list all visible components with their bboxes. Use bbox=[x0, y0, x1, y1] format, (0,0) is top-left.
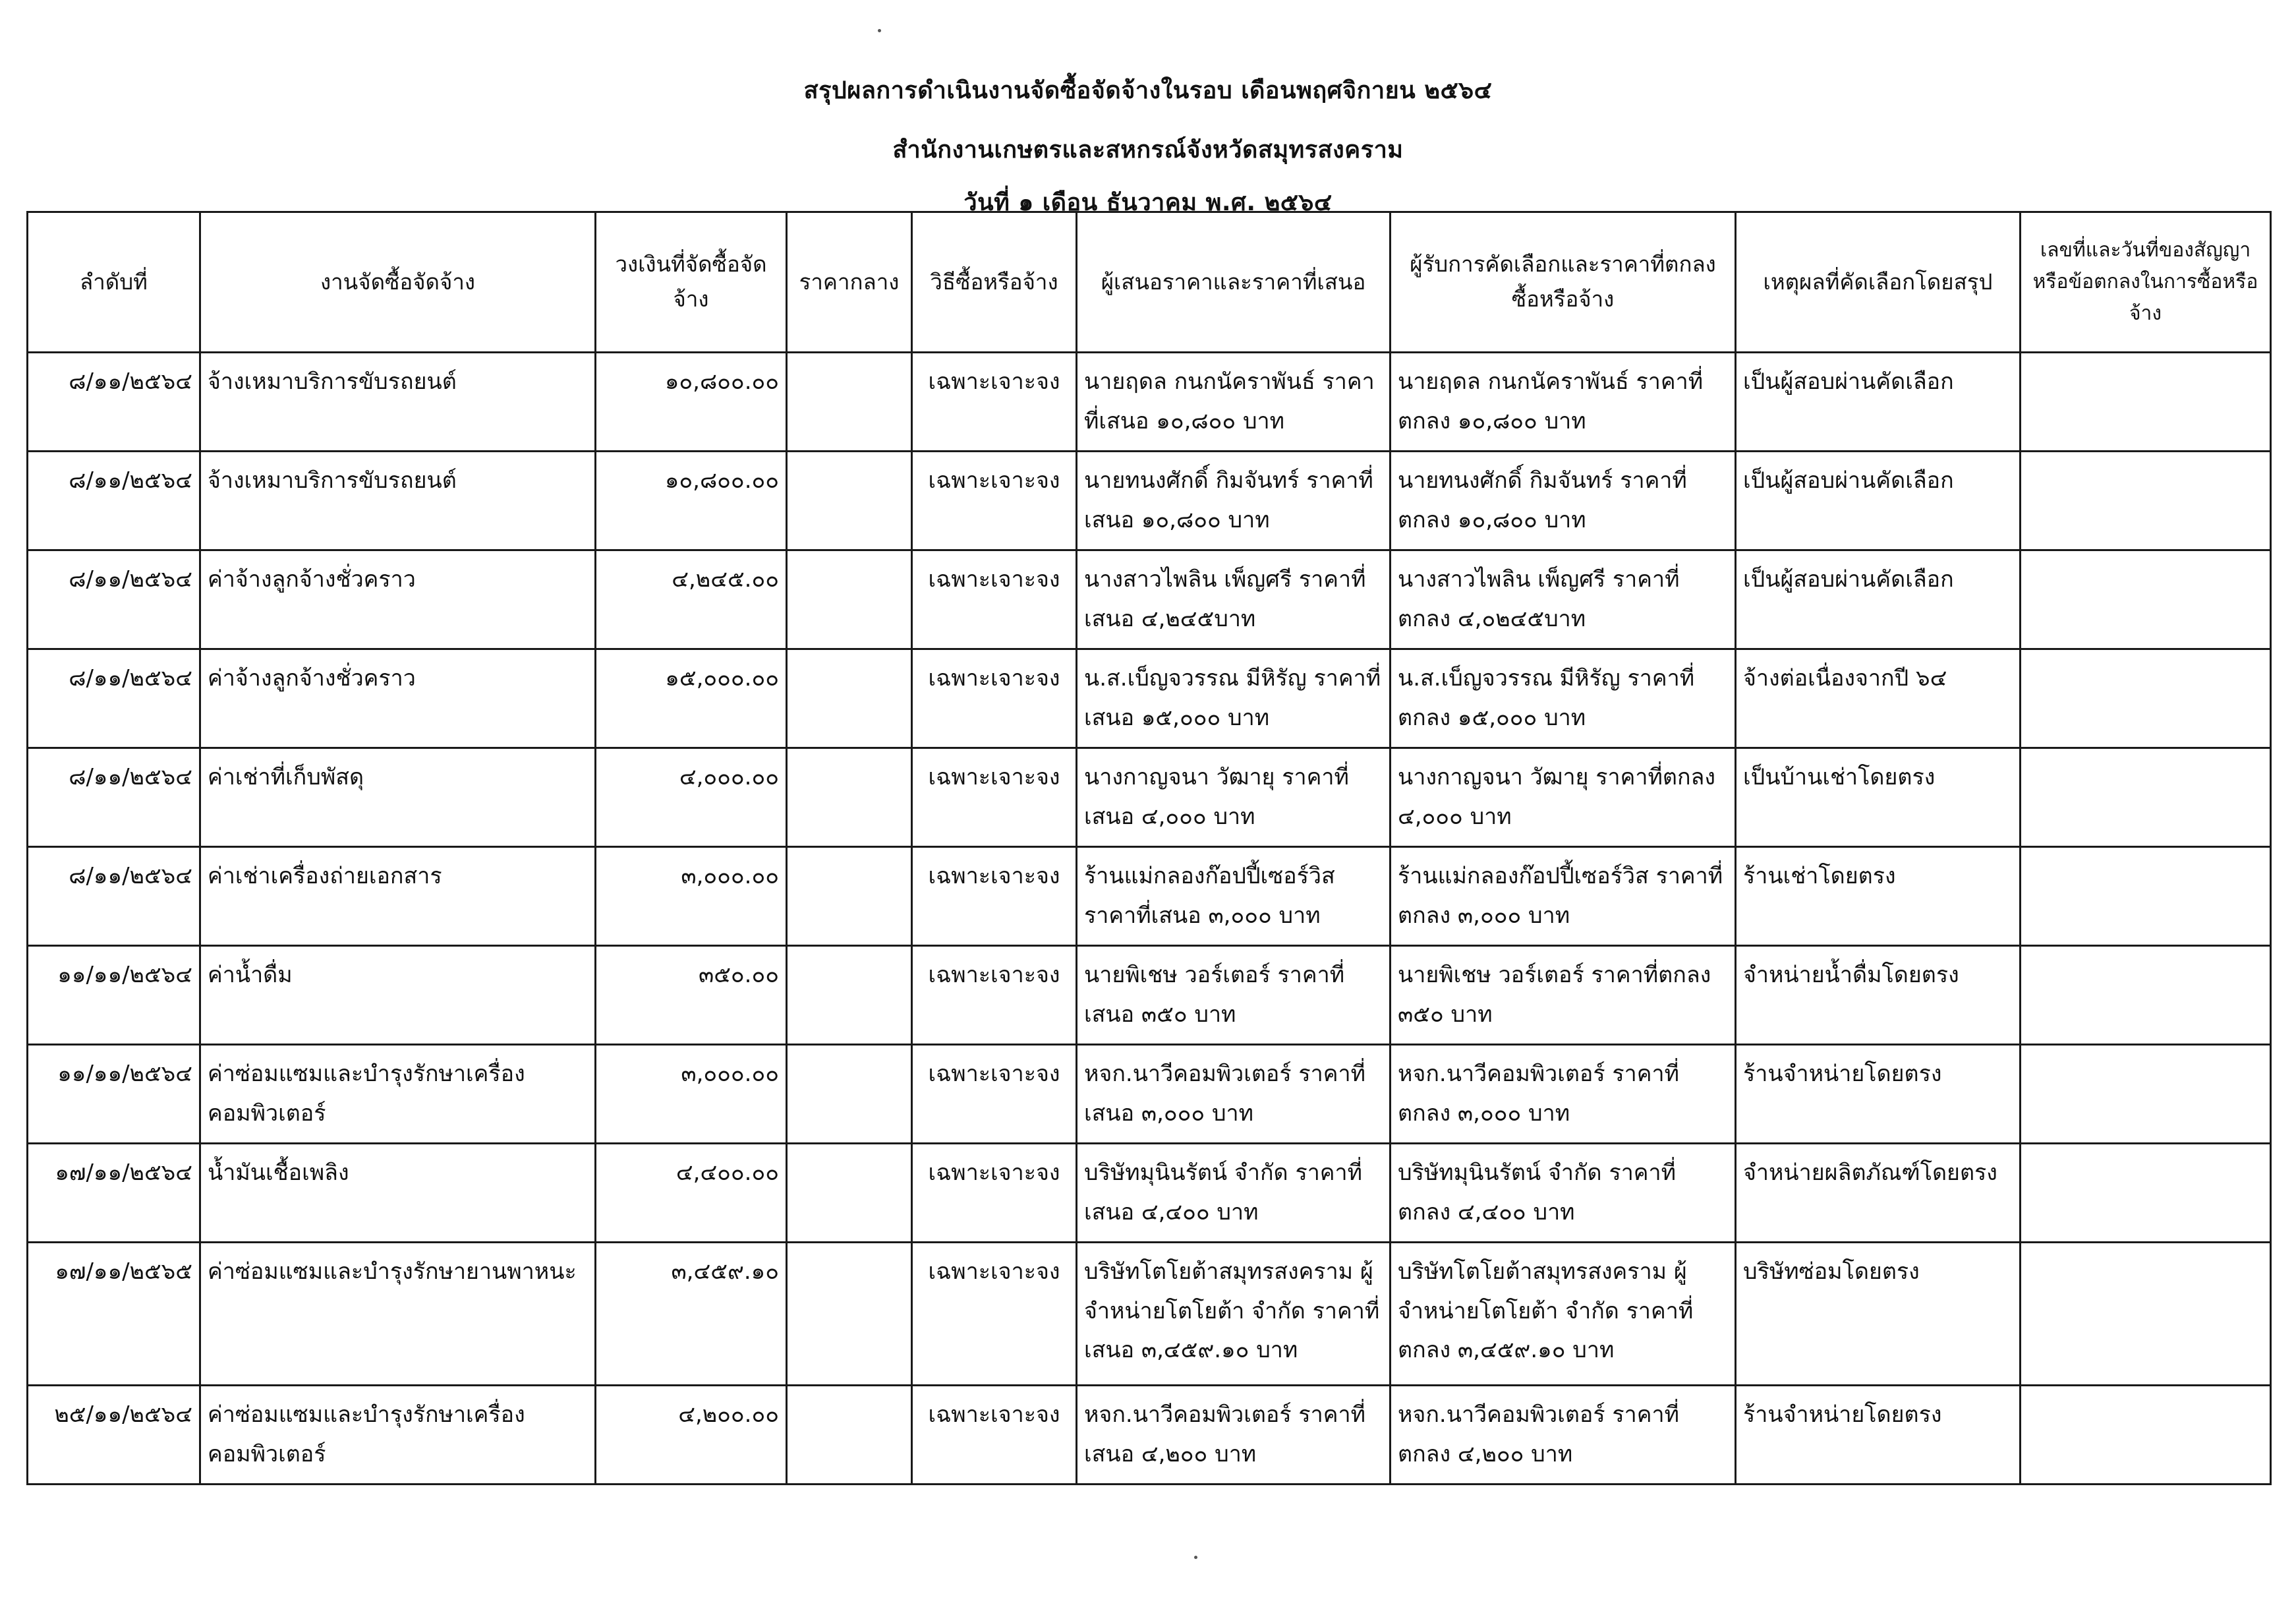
agency-name: สำนักงานเกษตรและสหกรณ์จังหวัดสมุทรสงคราม bbox=[892, 136, 1404, 163]
cell-budget: ๑๐,๘๐๐.๐๐ bbox=[596, 452, 787, 550]
cell-median-price bbox=[787, 1144, 912, 1243]
table-row bbox=[28, 946, 2271, 1045]
cell-date: ๑๗/๑๑/๒๕๖๕ bbox=[28, 1243, 200, 1386]
header-row bbox=[28, 212, 2271, 353]
cell-contract bbox=[2021, 1144, 2271, 1243]
cell-winner: นายพิเชษ วอร์เตอร์ ราคาที่ตกลง ๓๕๐ บาท bbox=[1391, 946, 1736, 1045]
cell-reason: ร้านจำหน่ายโดยตรง bbox=[1736, 1045, 2021, 1144]
cell-method: เฉพาะเจาะจง bbox=[912, 1243, 1077, 1386]
cell-reason: จ้างต่อเนื่องจากปี ๖๔ bbox=[1736, 649, 2021, 748]
cell-method: เฉพาะเจาะจง bbox=[912, 649, 1077, 748]
cell-task: ค่าน้ำดื่ม bbox=[200, 946, 596, 1045]
procurement-table bbox=[26, 211, 2272, 1485]
cell-bidder: บริษัทมุนินรัตน์ จำกัด ราคาที่เสนอ ๔,๔๐๐ บาท bbox=[1077, 1144, 1391, 1243]
cell-bidder: นายฤดล กนกนัคราพันธ์ ราคาที่เสนอ ๑๐,๘๐๐ บาท bbox=[1077, 353, 1391, 452]
cell-method: เฉพาะเจาะจง bbox=[912, 748, 1077, 847]
cell-winner: นายทนงศักดิ์ กิมจันทร์ ราคาที่ตกลง ๑๐,๘๐๐ บาท bbox=[1391, 452, 1736, 550]
col-header-method: วิธีซื้อหรือจ้าง bbox=[912, 212, 1077, 353]
col-header-reason: เหตุผลที่คัดเลือกโดยสรุป bbox=[1736, 212, 2021, 353]
cell-date: ๒๕/๑๑/๒๕๖๔ bbox=[28, 1386, 200, 1485]
col-header-budget: วงเงินที่จัดซื้อจัดจ้าง bbox=[596, 212, 787, 353]
cell-reason: เป็นผู้สอบผ่านคัดเลือก bbox=[1736, 550, 2021, 649]
cell-median-price bbox=[787, 1243, 912, 1386]
cell-bidder: หจก.นาวีคอมพิวเตอร์ ราคาที่เสนอ ๔,๒๐๐ บาท bbox=[1077, 1386, 1391, 1485]
cell-date: ๑๑/๑๑/๒๕๖๔ bbox=[28, 946, 200, 1045]
cell-task: ค่าซ่อมแซมและบำรุงรักษาเครื่องคอมพิวเตอร์ bbox=[200, 1386, 596, 1485]
cell-method: เฉพาะเจาะจง bbox=[912, 1386, 1077, 1485]
cell-method: เฉพาะเจาะจง bbox=[912, 353, 1077, 452]
cell-reason: เป็นบ้านเช่าโดยตรง bbox=[1736, 748, 2021, 847]
table-row bbox=[28, 748, 2271, 847]
cell-date: ๑๗/๑๑/๒๕๖๔ bbox=[28, 1144, 200, 1243]
cell-task: ค่าเช่าเครื่องถ่ายเอกสาร bbox=[200, 847, 596, 946]
cell-reason: เป็นผู้สอบผ่านคัดเลือก bbox=[1736, 353, 2021, 452]
table-row bbox=[28, 550, 2271, 649]
cell-median-price bbox=[787, 748, 912, 847]
cell-date: ๘/๑๑/๒๕๖๔ bbox=[28, 649, 200, 748]
col-header-order: ลำดับที่ bbox=[28, 212, 200, 353]
cell-method: เฉพาะเจาะจง bbox=[912, 946, 1077, 1045]
cell-bidder: ร้านแม่กลองก๊อปปี้เซอร์วิส ราคาที่เสนอ ๓,๐๐๐ บาท bbox=[1077, 847, 1391, 946]
cell-budget: ๓,๐๐๐.๐๐ bbox=[596, 1045, 787, 1144]
cell-median-price bbox=[787, 353, 912, 452]
cell-median-price bbox=[787, 1045, 912, 1144]
cell-reason: เป็นผู้สอบผ่านคัดเลือก bbox=[1736, 452, 2021, 550]
cell-date: ๘/๑๑/๒๕๖๔ bbox=[28, 452, 200, 550]
cell-winner: น.ส.เบ็ญจวรรณ มีหิรัญ ราคาที่ตกลง ๑๕,๐๐๐ บาท bbox=[1391, 649, 1736, 748]
cell-budget: ๑๕,๐๐๐.๐๐ bbox=[596, 649, 787, 748]
cell-contract bbox=[2021, 649, 2271, 748]
table-row bbox=[28, 353, 2271, 452]
cell-winner: นางกาญจนา วัฒายุ ราคาที่ตกลง ๔,๐๐๐ บาท bbox=[1391, 748, 1736, 847]
scan-speck bbox=[878, 29, 881, 32]
report-title: สรุปผลการดำเนินงานจัดซื้อจัดจ้างในรอบ เดือนพฤศจิกายน ๒๕๖๔ bbox=[803, 77, 1493, 104]
cell-median-price bbox=[787, 1386, 912, 1485]
col-header-median-price: ราคากลาง bbox=[787, 212, 912, 353]
cell-median-price bbox=[787, 946, 912, 1045]
cell-bidder: หจก.นาวีคอมพิวเตอร์ ราคาที่เสนอ ๓,๐๐๐ บาท bbox=[1077, 1045, 1391, 1144]
cell-task: ค่าซ่อมแซมและบำรุงรักษายานพาหนะ bbox=[200, 1243, 596, 1386]
cell-reason: ร้านจำหน่ายโดยตรง bbox=[1736, 1386, 2021, 1485]
table-row bbox=[28, 1386, 2271, 1485]
cell-contract bbox=[2021, 946, 2271, 1045]
col-header-contract: เลขที่และวันที่ของสัญญาหรือข้อตกลงในการซื้อหรือจ้าง bbox=[2021, 212, 2271, 353]
table-row bbox=[28, 1045, 2271, 1144]
cell-bidder: นางสาวไพลิน เพ็ญศรี ราคาที่เสนอ ๔,๒๔๕บาท bbox=[1077, 550, 1391, 649]
cell-winner: หจก.นาวีคอมพิวเตอร์ ราคาที่ตกลง ๔,๒๐๐ บาท bbox=[1391, 1386, 1736, 1485]
cell-median-price bbox=[787, 649, 912, 748]
cell-method: เฉพาะเจาะจง bbox=[912, 1144, 1077, 1243]
cell-method: เฉพาะเจาะจง bbox=[912, 1045, 1077, 1144]
cell-budget: ๑๐,๘๐๐.๐๐ bbox=[596, 353, 787, 452]
cell-winner: บริษัทโตโยต้าสมุทรสงคราม ผู้จำหน่ายโตโยต้า จำกัด ราคาที่ตกลง ๓,๔๕๙.๑๐ บาท bbox=[1391, 1243, 1736, 1386]
cell-task: ค่าจ้างลูกจ้างชั่วคราว bbox=[200, 550, 596, 649]
cell-task: ค่าเช่าที่เก็บพัสดุ bbox=[200, 748, 596, 847]
table-row bbox=[28, 847, 2271, 946]
cell-contract bbox=[2021, 1243, 2271, 1386]
cell-winner: บริษัทมุนินรัตน์ จำกัด ราคาที่ตกลง ๔,๔๐๐ บาท bbox=[1391, 1144, 1736, 1243]
cell-contract bbox=[2021, 1386, 2271, 1485]
cell-reason: ร้านเช่าโดยตรง bbox=[1736, 847, 2021, 946]
cell-contract bbox=[2021, 550, 2271, 649]
cell-method: เฉพาะเจาะจง bbox=[912, 847, 1077, 946]
cell-date: ๘/๑๑/๒๕๖๔ bbox=[28, 550, 200, 649]
cell-winner: นายฤดล กนกนัคราพันธ์ ราคาที่ตกลง ๑๐,๘๐๐ บาท bbox=[1391, 353, 1736, 452]
cell-median-price bbox=[787, 452, 912, 550]
table-row bbox=[28, 1144, 2271, 1243]
cell-date: ๑๑/๑๑/๒๕๖๔ bbox=[28, 1045, 200, 1144]
cell-budget: ๓๕๐.๐๐ bbox=[596, 946, 787, 1045]
cell-task: ค่าซ่อมแซมและบำรุงรักษาเครื่องคอมพิวเตอร์ bbox=[200, 1045, 596, 1144]
cell-date: ๘/๑๑/๒๕๖๔ bbox=[28, 748, 200, 847]
cell-budget: ๔,๒๔๕.๐๐ bbox=[596, 550, 787, 649]
cell-winner: ร้านแม่กลองก๊อปปี้เซอร์วิส ราคาที่ตกลง ๓,๐๐๐ บาท bbox=[1391, 847, 1736, 946]
col-header-task: งานจัดซื้อจัดจ้าง bbox=[200, 212, 596, 353]
cell-contract bbox=[2021, 1045, 2271, 1144]
cell-reason: จำหน่ายผลิตภัณฑ์โดยตรง bbox=[1736, 1144, 2021, 1243]
cell-bidder: บริษัทโตโยต้าสมุทรสงคราม ผู้จำหน่ายโตโยต้า จำกัด ราคาที่เสนอ ๓,๔๕๙.๑๐ บาท bbox=[1077, 1243, 1391, 1386]
cell-task: ค่าจ้างลูกจ้างชั่วคราว bbox=[200, 649, 596, 748]
cell-method: เฉพาะเจาะจง bbox=[912, 550, 1077, 649]
cell-bidder: นางกาญจนา วัฒายุ ราคาที่เสนอ ๔,๐๐๐ บาท bbox=[1077, 748, 1391, 847]
report-date: วันที่ ๑ เดือน ธันวาคม พ.ศ. ๒๕๖๔ bbox=[963, 189, 1333, 216]
cell-budget: ๓,๔๕๙.๑๐ bbox=[596, 1243, 787, 1386]
cell-task: จ้างเหมาบริการขับรถยนต์ bbox=[200, 353, 596, 452]
cell-task: จ้างเหมาบริการขับรถยนต์ bbox=[200, 452, 596, 550]
cell-reason: จำหน่ายน้ำดื่มโดยตรง bbox=[1736, 946, 2021, 1045]
cell-budget: ๔,๒๐๐.๐๐ bbox=[596, 1386, 787, 1485]
cell-budget: ๓,๐๐๐.๐๐ bbox=[596, 847, 787, 946]
col-header-winner: ผู้รับการคัดเลือกและราคาที่ตกลงซื้อหรือจ้าง bbox=[1391, 212, 1736, 353]
cell-reason: บริษัทซ่อมโดยตรง bbox=[1736, 1243, 2021, 1386]
cell-median-price bbox=[787, 847, 912, 946]
col-header-bidder: ผู้เสนอราคาและราคาที่เสนอ bbox=[1077, 212, 1391, 353]
cell-date: ๘/๑๑/๒๕๖๔ bbox=[28, 847, 200, 946]
table-row bbox=[28, 1243, 2271, 1386]
cell-contract bbox=[2021, 452, 2271, 550]
cell-winner: นางสาวไพลิน เพ็ญศรี ราคาที่ตกลง ๔,๐๒๔๕บาท bbox=[1391, 550, 1736, 649]
cell-budget: ๔,๐๐๐.๐๐ bbox=[596, 748, 787, 847]
cell-date: ๘/๑๑/๒๕๖๔ bbox=[28, 353, 200, 452]
cell-budget: ๔,๔๐๐.๐๐ bbox=[596, 1144, 787, 1243]
cell-bidder: นายพิเชษ วอร์เตอร์ ราคาที่เสนอ ๓๕๐ บาท bbox=[1077, 946, 1391, 1045]
cell-median-price bbox=[787, 550, 912, 649]
table-row bbox=[28, 649, 2271, 748]
cell-bidder: น.ส.เบ็ญจวรรณ มีหิรัญ ราคาที่เสนอ ๑๕,๐๐๐ บาท bbox=[1077, 649, 1391, 748]
cell-contract bbox=[2021, 847, 2271, 946]
cell-bidder: นายทนงศักดิ์ กิมจันทร์ ราคาที่เสนอ ๑๐,๘๐๐ บาท bbox=[1077, 452, 1391, 550]
cell-winner: หจก.นาวีคอมพิวเตอร์ ราคาที่ตกลง ๓,๐๐๐ บาท bbox=[1391, 1045, 1736, 1144]
scan-speck bbox=[1194, 1556, 1197, 1559]
cell-contract bbox=[2021, 353, 2271, 452]
table-row bbox=[28, 452, 2271, 550]
cell-contract bbox=[2021, 748, 2271, 847]
table-body bbox=[28, 353, 2271, 1485]
cell-method: เฉพาะเจาะจง bbox=[912, 452, 1077, 550]
cell-task: น้ำมันเชื้อเพลิง bbox=[200, 1144, 596, 1243]
